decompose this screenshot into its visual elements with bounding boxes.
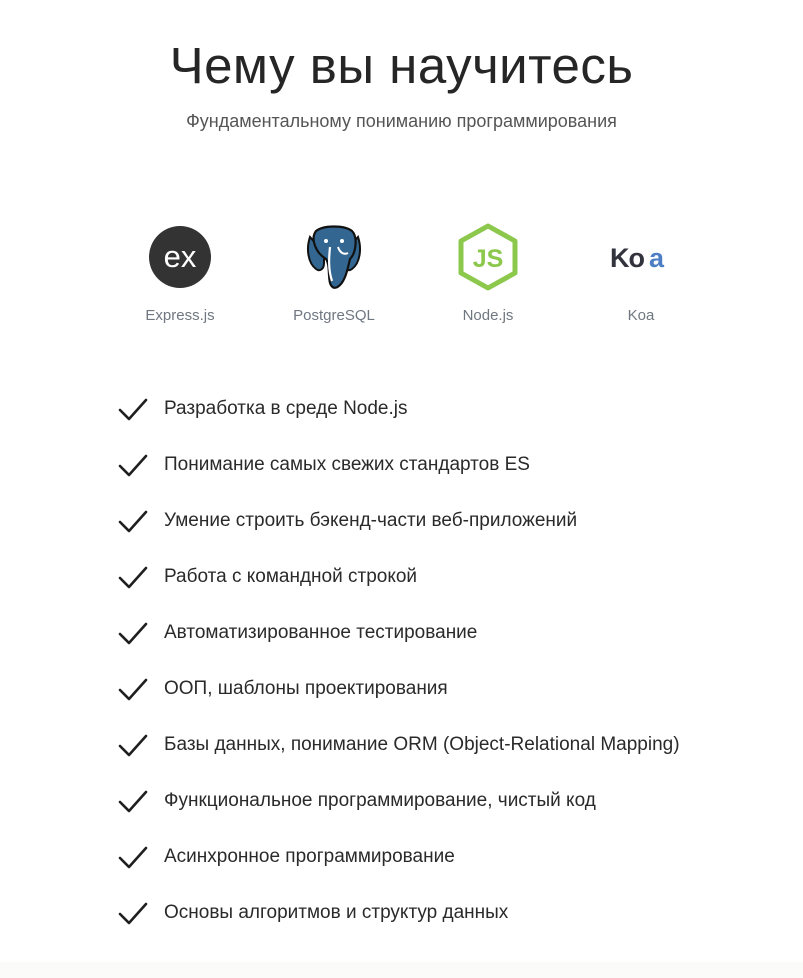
feature-text: Асинхронное программирование [164, 846, 455, 867]
tech-label-koa: Koa [627, 307, 655, 324]
tech-label-postgresql: PostgreSQL [293, 307, 375, 324]
nodejs-hexagon-icon [453, 222, 523, 292]
feature-text: Умение строить бэкенд-части веб-приложений [164, 510, 578, 531]
list-item [118, 888, 758, 944]
checkmark-icon [118, 901, 148, 927]
svg-text:ex: ex [163, 239, 197, 274]
next-section-edge [0, 962, 803, 978]
list-item [118, 664, 758, 720]
list-item [118, 496, 758, 552]
feature-text: Работа с командной строкой [164, 566, 418, 587]
feature-text: Основы алгоритмов и структур данных [164, 902, 509, 923]
feature-text: Функциональное программирование, чистый код [164, 790, 596, 811]
checkmark-icon [118, 733, 148, 759]
list-item [118, 832, 758, 888]
tech-label-express: Express.js [145, 307, 215, 324]
koa-logo-icon [606, 222, 676, 292]
list-item [118, 552, 758, 608]
list-item [118, 608, 758, 664]
feature-list [118, 384, 758, 944]
section-title: Чему вы научитесь [169, 37, 634, 94]
technology-row [0, 210, 803, 330]
feature-text: ООП, шаблоны проектирования [164, 678, 448, 699]
checkmark-icon [118, 453, 148, 479]
checkmark-icon [118, 397, 148, 423]
list-item [118, 776, 758, 832]
svg-text:Ko: Ko [610, 243, 644, 273]
list-item [118, 440, 758, 496]
tech-item-postgresql [254, 210, 414, 330]
checkmark-icon [118, 845, 148, 871]
tech-item-nodejs [408, 210, 568, 330]
checkmark-icon [118, 789, 148, 815]
checkmark-icon [118, 677, 148, 703]
feature-text: Понимание самых свежих стандартов ES [164, 454, 530, 475]
svg-text:a: a [649, 243, 665, 273]
tech-label-nodejs: Node.js [462, 307, 514, 324]
feature-text: Разработка в среде Node.js [164, 398, 408, 419]
list-item [118, 720, 758, 776]
postgresql-elephant-icon [299, 222, 369, 292]
checkmark-icon [118, 509, 148, 535]
express-logo-icon [145, 222, 215, 292]
feature-text: Автоматизированное тестирование [164, 622, 478, 643]
tech-item-koa [561, 210, 721, 330]
list-item [118, 384, 758, 440]
svg-text:JS: JS [472, 245, 504, 273]
checkmark-icon [118, 621, 148, 647]
section-subtitle: Фундаментальному пониманию программирования [186, 111, 617, 131]
checkmark-icon [118, 565, 148, 591]
feature-text: Базы данных, понимание ORM (Object-Relational Mapping) [164, 734, 680, 755]
tech-item-express [100, 210, 260, 330]
